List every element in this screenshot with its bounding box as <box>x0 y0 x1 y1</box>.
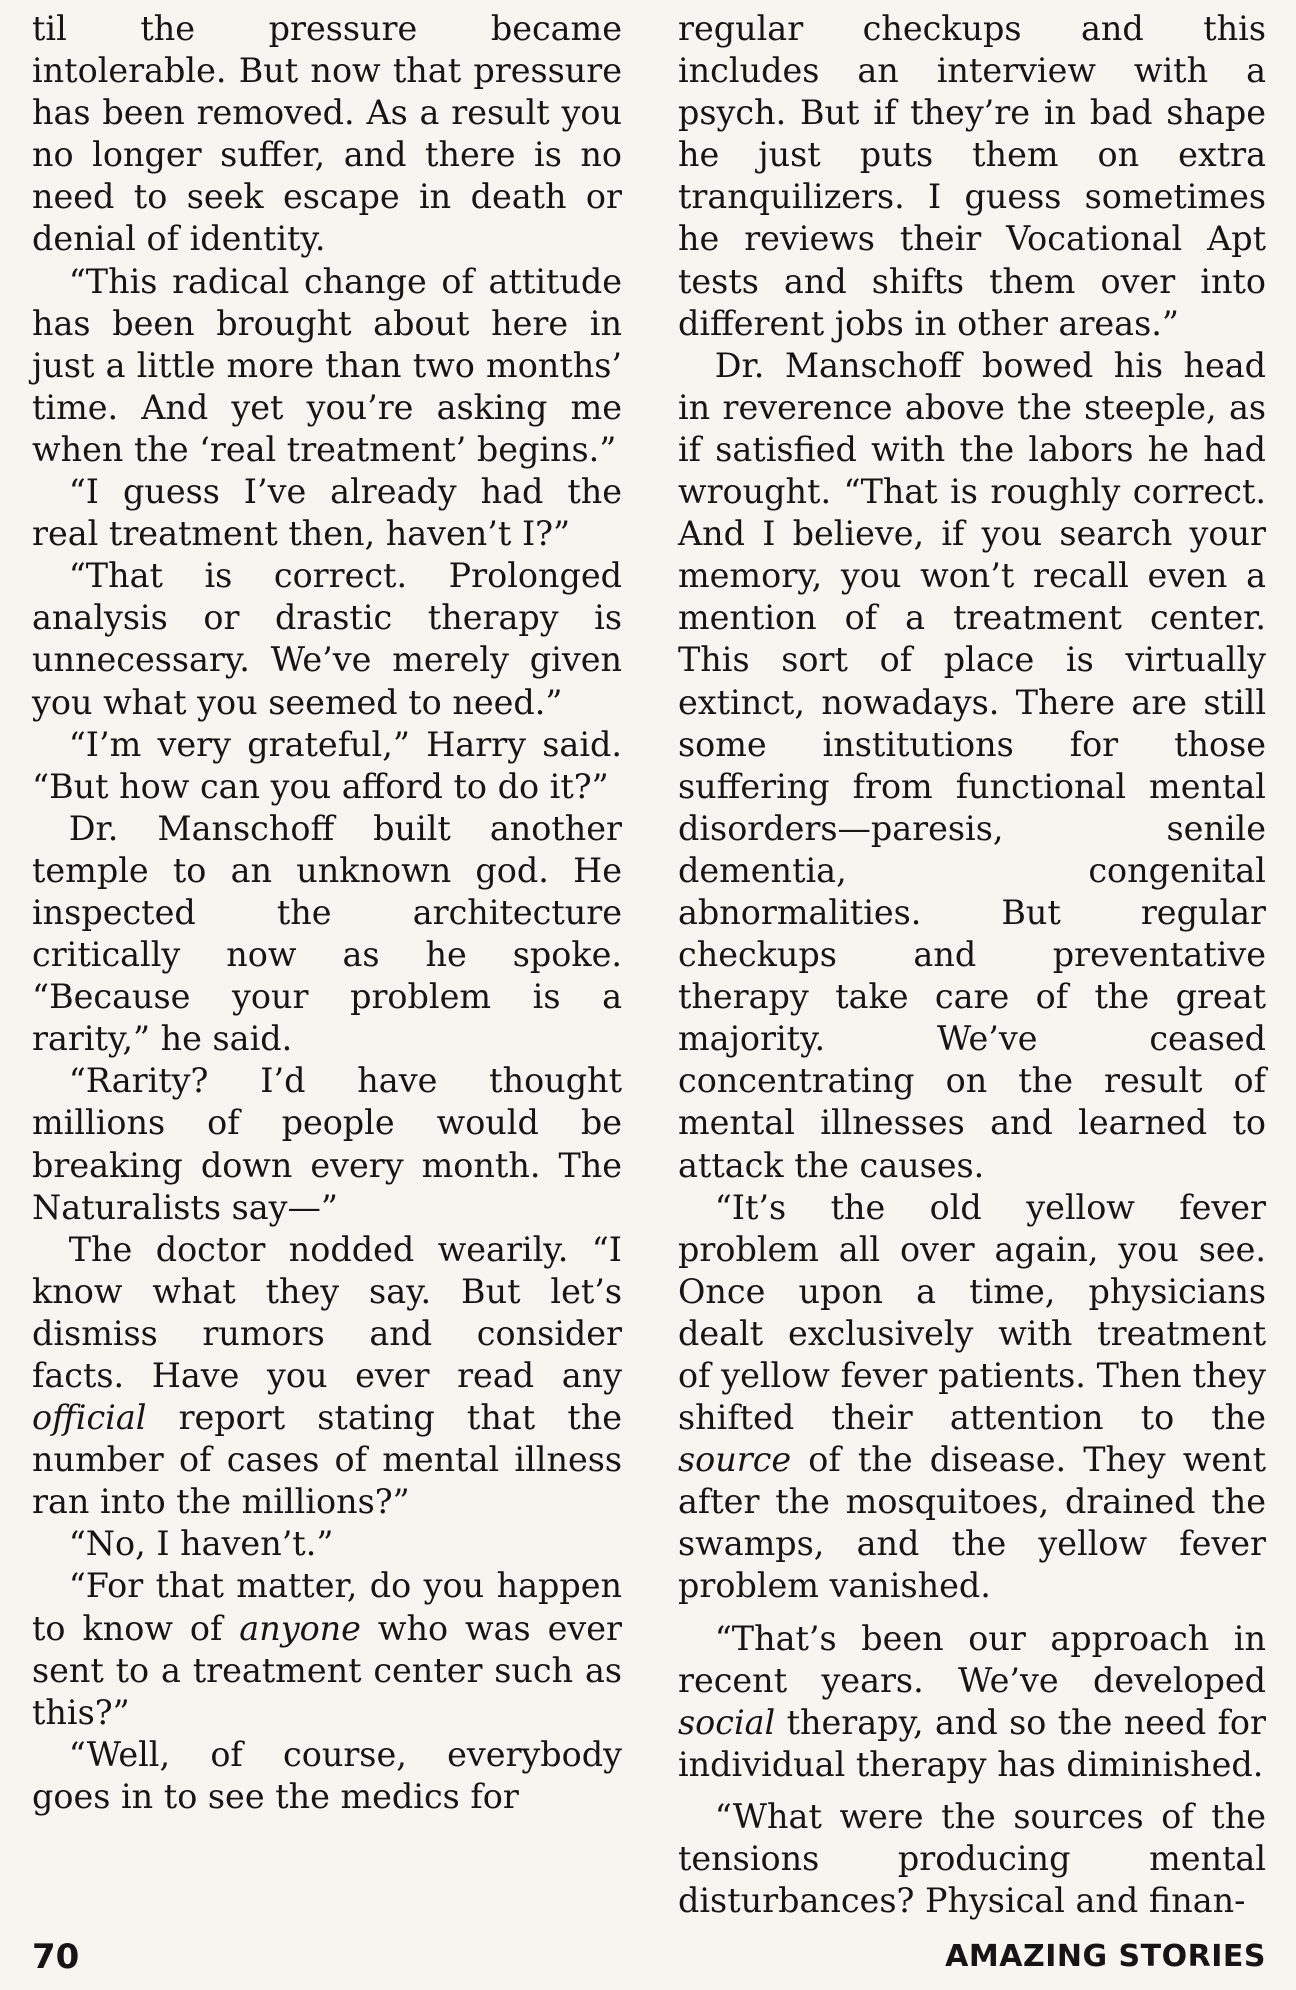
italic-run: source <box>678 1440 792 1480</box>
paragraph <box>678 1187 1266 1608</box>
right-text-column <box>678 8 1266 1922</box>
paragraph: “Well, of course, everybody goes in to see the medics for <box>32 1734 622 1816</box>
paragraph <box>678 1618 1266 1786</box>
left-text-column <box>32 8 622 1818</box>
text-run: who was ever sent to a treatment center such as this?” <box>32 1608 622 1732</box>
paragraph: “I guess I’ve already had the real treatment then, haven’t I?” <box>32 472 622 554</box>
page-number: 70 <box>32 1937 80 1977</box>
paragraph: “What were the sources of the tensions producing mental disturbances? Physical and finan- <box>678 1796 1266 1921</box>
paragraph: “Rarity? I’d have thought millions of people would be breaking down every month. The Naturalists say—” <box>32 1061 622 1227</box>
text-run: “That’s been our approach in recent years. We’ve developed <box>678 1618 1266 1700</box>
paragraph: Dr. Manschoff bowed his head in reverence above the steeple, as if satisfied with the labors he had wrought. “That is roughly correct. And I believe, if you search your memory, you won’t recall even a mention of a treatment center. This sort of place is virtually extinct, nowadays. There are still some institutions for those suffering from functional mental disorders—paresis, senile dementia, congenital abnormalities. But regular checkups and preventative therapy take care of the great majority. We’ve ceased concentrating on the result of mental illnesses and learned to attack the causes. <box>678 345 1266 1185</box>
italic-run: social <box>678 1702 776 1742</box>
italic-run: anyone <box>239 1608 361 1648</box>
paragraph <box>32 1565 622 1733</box>
paragraph: regular checkups and this includes an interview with a psych. But if they’re in bad shape he just puts them on extra tranquilizers. I guess sometimes he reviews their Vocational Apt tests and shifts them over into different jobs in other areas.” <box>678 9 1266 343</box>
running-title: AMAZING STORIES <box>945 1939 1266 1974</box>
paragraph <box>32 1229 622 1524</box>
page-footer <box>32 1934 1266 1980</box>
paragraph: til the pressure became intolerable. But now that pressure has been removed. As a result you no longer suffer, and there is no need to seek escape in death or denial of identity. <box>32 9 622 259</box>
text-run: “It’s the old yellow fever problem all over again, you see. Once upon a time, physicians dealt exclusively with treatment of yellow fever patients. Then they shifted their attention to the <box>678 1187 1266 1438</box>
paragraph: “I’m very grateful,” Harry said. “But how can you afford to do it?” <box>32 724 622 806</box>
paragraph: “That is correct. Prolonged analysis or drastic therapy is unnecessary. We’ve merely given you what you seemed to need.” <box>32 556 622 722</box>
text-run: report stating that the number of cases of mental illness ran into the millions?” <box>32 1398 622 1522</box>
text-run: of the disease. They went after the mosquitoes, drained the swamps, and the yellow fever problem vanished. <box>678 1440 1266 1606</box>
paragraph: “This radical change of attitude has been brought about here in just a little more than two months’ time. And yet you’re asking me when the ‘real treatment’ begins.” <box>32 261 622 469</box>
paragraph: Dr. Manschoff built another temple to an unknown god. He inspected the architecture critically now as he spoke. “Because your problem is a rarity,” he said. <box>32 808 622 1059</box>
text-run: The doctor nodded wearily. “I know what they say. But let’s dismiss rumors and consider facts. Have you ever read any <box>32 1229 622 1395</box>
text-run: therapy, and so the need for individual therapy has diminished. <box>678 1702 1266 1784</box>
paragraph: “No, I haven’t.” <box>68 1524 334 1564</box>
text-run: “For that matter, do you happen to know of <box>32 1566 622 1648</box>
italic-run: official <box>32 1398 147 1438</box>
